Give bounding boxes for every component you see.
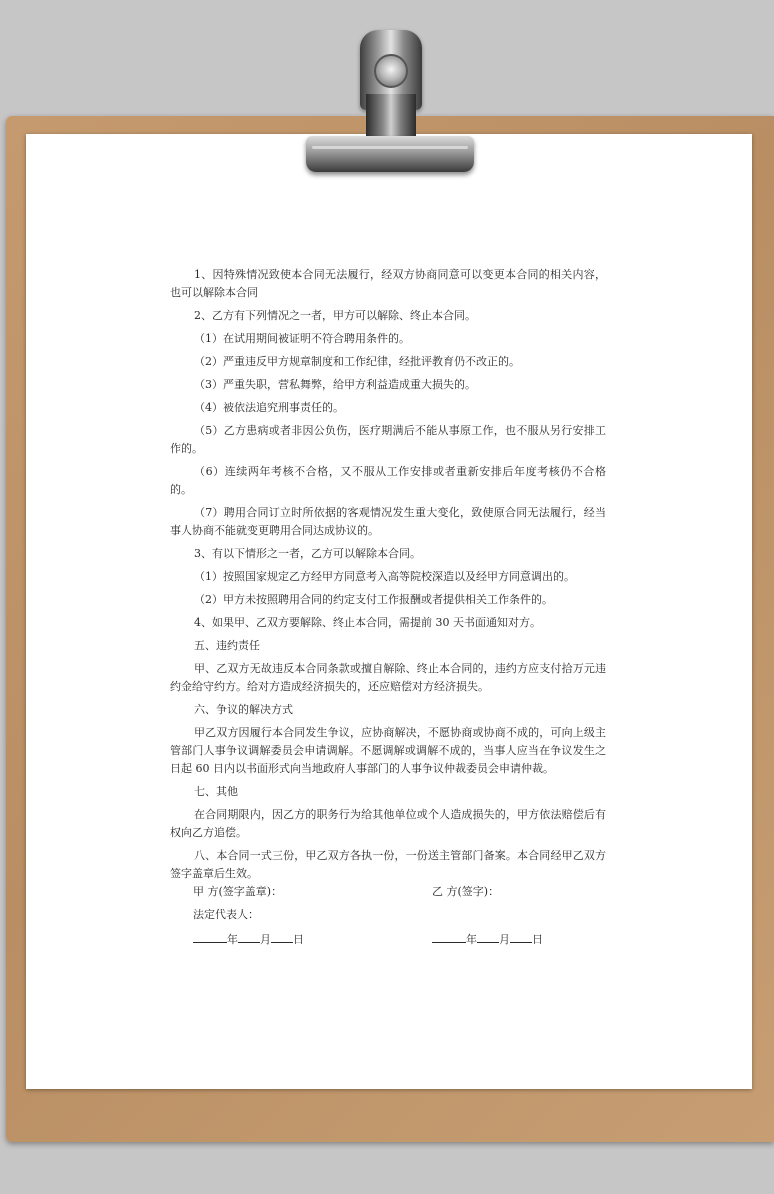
- clause-2-item-6: （6）连续两年考核不合格，又不服从工作安排或者重新安排后年度考核仍不合格的。: [170, 465, 606, 496]
- party-b-date-line: [432, 931, 543, 947]
- month-blank: [477, 931, 499, 943]
- year-blank: [193, 931, 227, 943]
- party-a-date-line: [193, 931, 304, 947]
- party-a-signature-label: 甲 方(签字盖章)：: [193, 885, 283, 898]
- clause-2-item-5: （5）乙方患病或者非因公负伤，医疗期满后不能从事原工作，也不服从另行安排工作的。: [170, 424, 606, 455]
- other-text: 在合同期限内，因乙方的职务行为给其他单位或个人造成损失的，甲方依法赔偿后有权向乙方追偿。: [170, 808, 606, 839]
- clause-2-item-1: （1）在试用期间被证明不符合聘用条件的。: [194, 332, 410, 345]
- party-b-signature-label: 乙 方(签字)：: [432, 885, 500, 898]
- legal-representative-label: 法定代表人：: [193, 908, 259, 921]
- month-label: 月: [260, 933, 271, 946]
- day-blank: [271, 931, 293, 943]
- clause-8: 八、本合同一式三份，甲乙双方各执一份，一份送主管部门备案。本合同经甲乙双方签字盖章后生效。: [170, 849, 606, 880]
- section-heading-breach: 五、违约责任: [194, 639, 260, 652]
- clause-4: 4、如果甲、乙双方要解除、终止本合同，需提前 30 天书面通知对方。: [194, 616, 541, 629]
- clause-3: 3、有以下情形之一者，乙方可以解除本合同。: [194, 547, 421, 560]
- year-label: 年: [466, 933, 477, 946]
- breach-text: 甲、乙双方无故违反本合同条款或擅自解除、终止本合同的，违约方应支付拾万元违约金给守约方。给对方造成经济损失的，还应赔偿对方经济损失。: [170, 662, 606, 693]
- month-blank: [238, 931, 260, 943]
- clause-2-item-2: （2）严重违反甲方规章制度和工作纪律，经批评教育仍不改正的。: [194, 355, 520, 368]
- clause-1: 1、因特殊情况致使本合同无法履行，经双方协商同意可以变更本合同的相关内容，也可以解除本合同: [170, 268, 606, 299]
- month-label: 月: [499, 933, 510, 946]
- day-label: 日: [293, 933, 304, 946]
- day-blank: [510, 931, 532, 943]
- contract-body: [170, 266, 606, 888]
- clause-2-item-4: （4）被依法追究刑事责任的。: [194, 401, 344, 414]
- clause-2-item-3: （3）严重失职，营私舞弊，给甲方利益造成重大损失的。: [194, 378, 476, 391]
- clause-3-item-2: （2）甲方未按照聘用合同的约定支付工作报酬或者提供相关工作条件的。: [194, 593, 553, 606]
- day-label: 日: [532, 933, 543, 946]
- binder-clip-hole: [374, 54, 408, 88]
- clause-2-item-7: （7）聘用合同订立时所依据的客观情况发生重大变化，致使原合同无法履行，经当事人协商不能就变更聘用合同达成协议的。: [170, 506, 606, 537]
- year-label: 年: [227, 933, 238, 946]
- dispute-text: 甲乙双方因履行本合同发生争议，应协商解决，不愿协商或协商不成的，可向上级主管部门人事争议调解委员会申请调解。不愿调解或调解不成的，当事人应当在争议发生之日起 60 日内以书面形式向当地政府人事部门的人事争议仲裁委员会申请仲裁。: [170, 726, 606, 775]
- clause-2: 2、乙方有下列情况之一者，甲方可以解除、终止本合同。: [194, 309, 476, 322]
- year-blank: [432, 931, 466, 943]
- section-heading-dispute: 六、争议的解决方式: [194, 703, 293, 716]
- binder-clip-icon: [306, 136, 474, 172]
- clause-3-item-1: （1）按照国家规定乙方经甲方同意考入高等院校深造以及经甲方同意调出的。: [194, 570, 575, 583]
- section-heading-other: 七、其他: [194, 785, 238, 798]
